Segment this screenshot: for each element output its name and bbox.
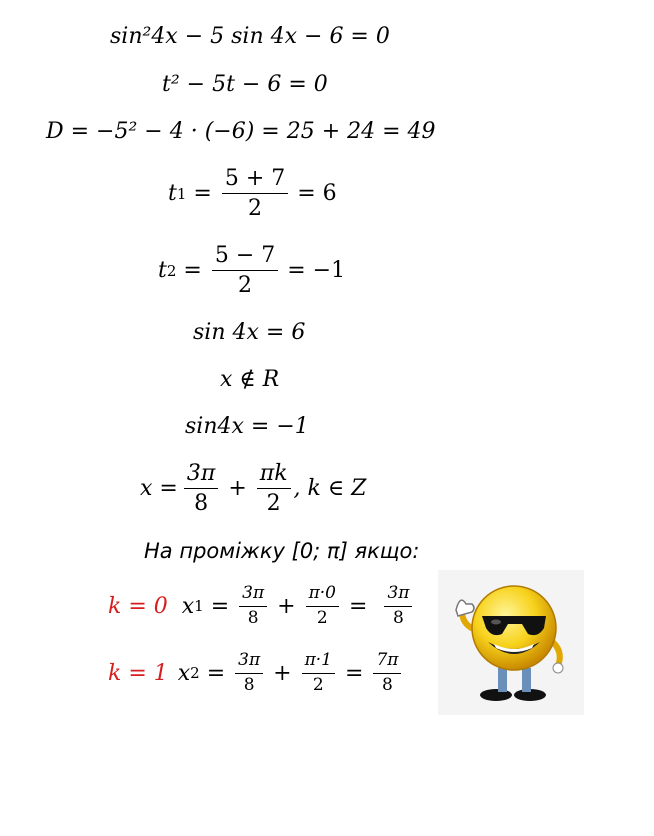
sunglasses-smiley-thumbs-up-icon — [438, 570, 584, 715]
discriminant-line — [46, 119, 436, 144]
k1-frac2-num: π·1 — [302, 651, 335, 674]
equation-original-text: sin²4x − 5 sin 4x − 6 = 0 — [110, 24, 390, 49]
t2-result: = −1 — [287, 258, 346, 284]
k0-frac1-den: 8 — [247, 607, 259, 628]
k0-sub: 1 — [194, 597, 204, 616]
interval-heading — [144, 539, 419, 563]
no-solution-text: x ∉ R — [220, 367, 280, 392]
k1-frac2 — [302, 651, 335, 695]
k1-plus: + — [273, 660, 292, 686]
t1-fraction — [222, 166, 288, 222]
k0-equals-2: = — [349, 593, 368, 619]
plus-sign: + — [228, 476, 247, 502]
t2-denominator: 2 — [238, 273, 253, 299]
equation-sin-minus-1 — [185, 414, 309, 439]
k1-equals: = — [206, 660, 226, 686]
t1-result: = 6 — [297, 181, 337, 207]
t1-sub: 1 — [176, 184, 187, 203]
no-solution-line — [220, 367, 279, 392]
k1-label: k = 1 — [108, 660, 168, 686]
t2-numerator: 5 − 7 — [212, 243, 278, 271]
k1-solution — [108, 651, 404, 695]
k1-frac1 — [235, 651, 263, 695]
k0-frac2 — [306, 584, 339, 628]
general-solution-tail: , k ∈ Z — [293, 476, 367, 502]
k0-frac2-num: π·0 — [306, 584, 339, 607]
k0-solution — [108, 584, 415, 628]
frac1-numerator: 3π — [184, 461, 218, 489]
k0-frac3-den: 8 — [393, 607, 404, 628]
k0-frac3-num: 3π — [384, 584, 412, 607]
k0-plus: + — [277, 593, 296, 619]
k1-frac2-den: 2 — [312, 674, 324, 695]
k1-frac3-den: 8 — [382, 674, 393, 695]
general-solution-frac1 — [184, 461, 218, 517]
t1-numerator: 5 + 7 — [222, 166, 288, 194]
k1-frac1-num: 3π — [235, 651, 263, 674]
t1-denominator: 2 — [248, 196, 263, 222]
k0-x: x — [181, 593, 195, 619]
discriminant-text: D = −5² − 4 · (−6) = 25 + 24 = 49 — [46, 119, 436, 144]
equation-original — [110, 24, 390, 49]
k1-frac1-den: 8 — [243, 674, 255, 695]
frac2-denominator: 2 — [266, 491, 281, 517]
general-solution — [140, 461, 366, 517]
equation-substitution-text: t² − 5t − 6 = 0 — [162, 72, 328, 97]
k1-frac3 — [373, 651, 401, 695]
k0-frac2-den: 2 — [316, 607, 328, 628]
k0-frac3 — [384, 584, 412, 628]
equation-substitution — [162, 72, 328, 97]
equation-sin-6-text: sin 4x = 6 — [193, 320, 306, 345]
root-t2: t 2 = $\frac{5 - 7}{2}$ = −1 — [158, 243, 346, 299]
k0-equals: = — [210, 593, 230, 619]
k0-frac1 — [239, 584, 267, 628]
frac2-numerator: πk — [257, 461, 291, 489]
k1-equals-2: = — [345, 660, 364, 686]
equation-sin-6 — [193, 320, 305, 345]
interval-heading-text: На проміжку [0; π] якщо: — [144, 539, 420, 563]
smiley-svg — [438, 570, 584, 715]
frac1-denominator: 8 — [194, 491, 209, 517]
t1-var: t — [168, 181, 177, 207]
k0-frac1-num: 3π — [239, 584, 267, 607]
k1-x: x — [177, 660, 191, 686]
root-t1: t 1 = $\frac{5 + 7}{2}$ = 6 — [168, 166, 337, 222]
equation-sin-minus-1-text: sin4x = −1 — [185, 414, 309, 439]
general-solution-lhs: x = — [140, 476, 178, 502]
k0-label: k = 0 — [108, 593, 168, 619]
t2-var: t — [158, 258, 167, 284]
k1-sub: 2 — [190, 664, 200, 683]
general-solution-frac2 — [257, 461, 291, 517]
t2-fraction — [212, 243, 278, 299]
t2-sub: 2 — [166, 261, 177, 280]
k1-frac3-num: 7π — [373, 651, 401, 674]
